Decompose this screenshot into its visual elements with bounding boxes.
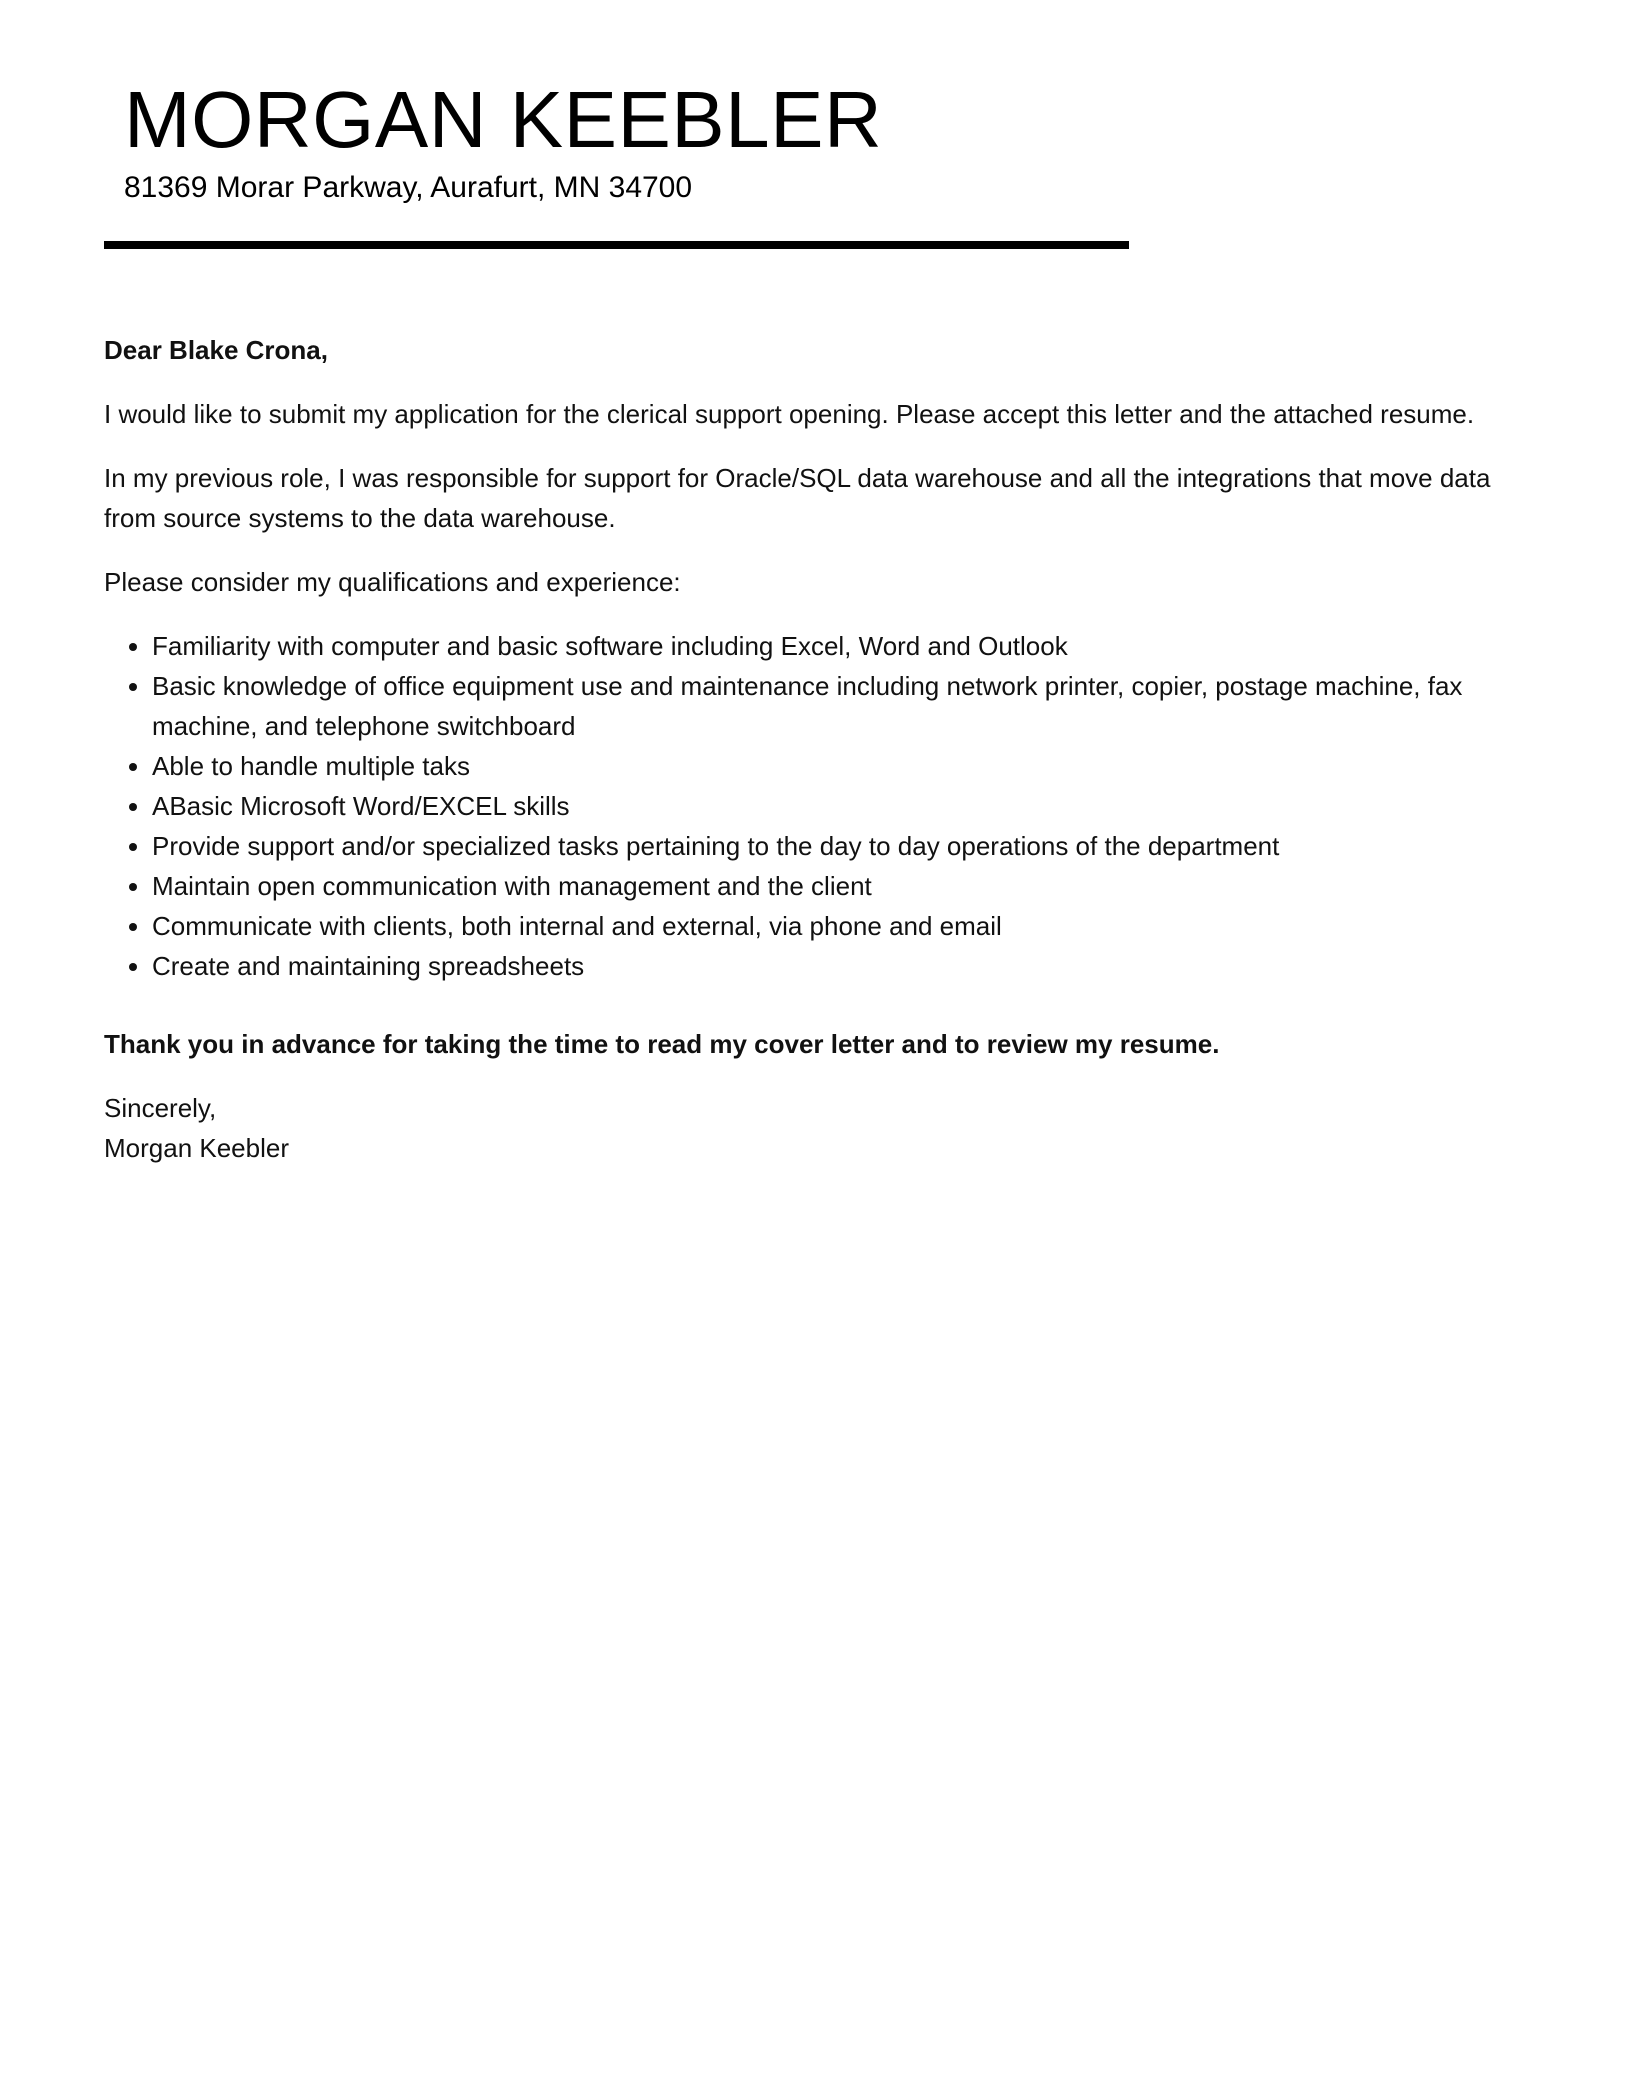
applicant-name: MORGAN KEEBLER — [124, 75, 883, 164]
signoff: Sincerely, — [104, 1093, 217, 1123]
signoff-block — [104, 1088, 1524, 1168]
applicant-address: 81369 Morar Parkway, Aurafurt, MN 34700 — [124, 171, 693, 204]
list-item: • Communicate with clients, both internal and external, via phone and email — [152, 906, 1524, 946]
list-item: • Able to handle multiple taks — [152, 746, 1524, 786]
list-item: • Basic knowledge of office equipment use and maintenance including network printer, copier, postage machine, fax machine, and telephone switchboard — [152, 666, 1524, 746]
header-divider — [104, 241, 1129, 249]
closing-paragraph: Thank you in advance for taking the time to read my cover letter and to review my resume. — [104, 1029, 1220, 1059]
experience-paragraph: In my previous role, I was responsible for support for Oracle/SQL data warehouse and all the integrations that move data from source systems to the data warehouse. — [104, 463, 1491, 533]
signature-name: Morgan Keebler — [104, 1133, 289, 1163]
salutation: Dear Blake Crona, — [104, 335, 328, 365]
qualifications-intro: Please consider my qualifications and experience: — [104, 567, 681, 597]
list-item: • Maintain open communication with management and the client — [152, 866, 1524, 906]
letter-body — [104, 330, 1524, 1192]
intro-paragraph: I would like to submit my application for the clerical support opening. Please accept this letter and the attached resume. — [104, 399, 1475, 429]
list-item: • ABasic Microsoft Word/EXCEL skills — [152, 786, 1524, 826]
qualifications-list — [104, 626, 1524, 986]
list-item: • Provide support and/or specialized tasks pertaining to the day to day operations of the department — [152, 826, 1524, 866]
list-item: • Familiarity with computer and basic software including Excel, Word and Outlook — [152, 626, 1524, 666]
list-item: • Create and maintaining spreadsheets — [152, 946, 1524, 986]
